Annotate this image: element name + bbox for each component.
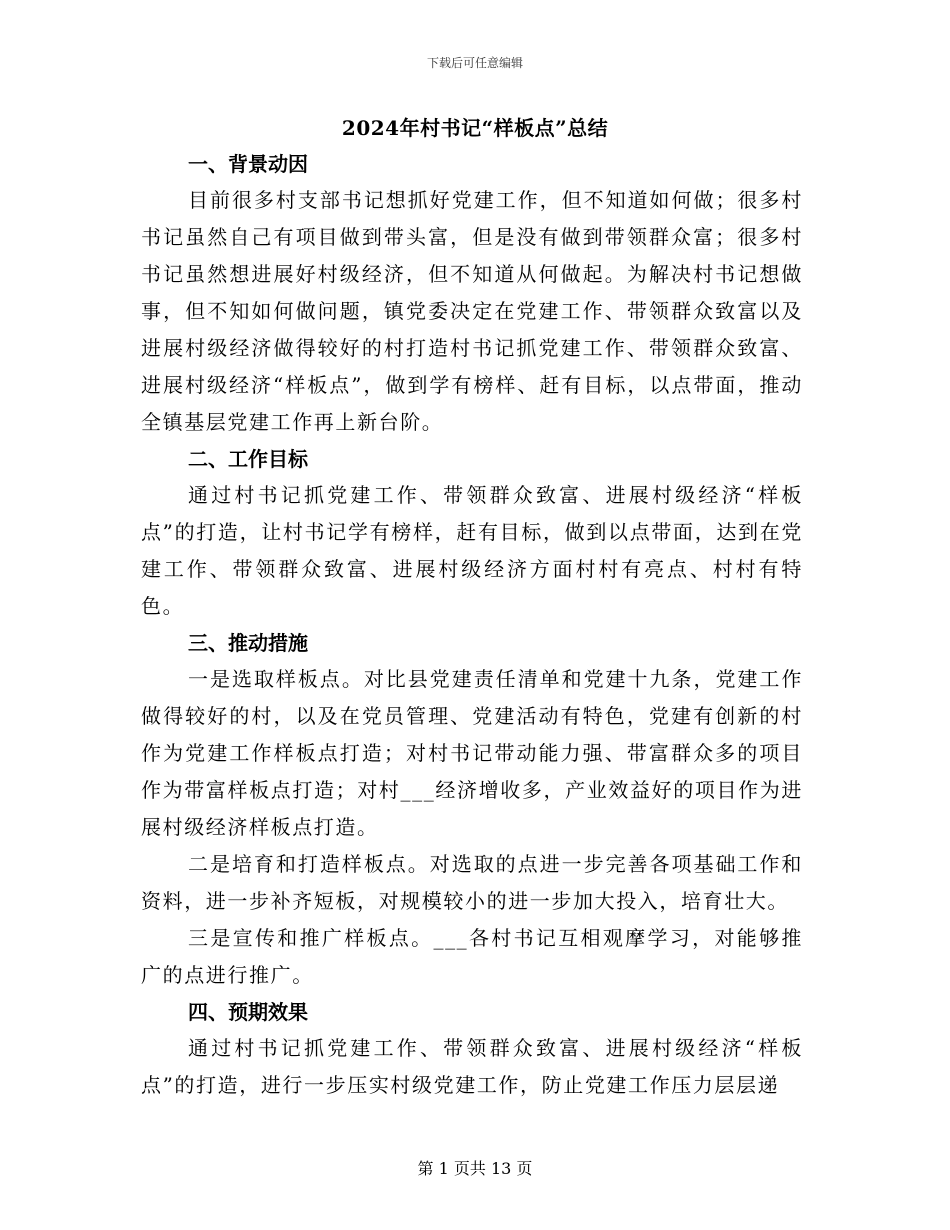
- page-header: 下载后可任意编辑: [426, 56, 523, 70]
- paragraph: 二是培育和打造样板点。对选取的点进一步完善各项基础工作和资料，进一步补齐短板，对规模较小的进一步加大投入，培育壮大。: [141, 852, 803, 913]
- section-heading: 四、预期效果: [188, 1000, 308, 1024]
- page-footer: 第 1 页共 13 页: [417, 1159, 533, 1178]
- paragraph: 通过村书记抓党建工作、带领群众致富、进展村级经济“样板点”的打造，进行一步压实村级党建工作，防止党建工作压力层层递: [141, 1036, 803, 1097]
- section-heading: 一、背景动因: [188, 152, 308, 176]
- section-background: [141, 146, 803, 441]
- section-heading: 二、工作目标: [188, 447, 308, 471]
- section-heading: 三、推动措施: [188, 631, 308, 655]
- paragraph: 通过村书记抓党建工作、带领群众致富、进展村级经济“样板点”的打造，让村书记学有榜样，赶有目标，做到以点带面，达到在党建工作、带领群众致富、进展村级经济方面村村有亮点、村村有特色。: [141, 483, 803, 618]
- paragraph: 一是选取样板点。对比县党建责任清单和党建十九条，党建工作做得较好的村，以及在党员管理、党建活动有特色，党建有创新的村作为党建工作样板点打造；对村书记带动能力强、带富群众多的项目作为带富样板点打造；对村___经济增收多，产业效益好的项目作为进展村级经济样板点打造。: [141, 667, 803, 839]
- section-measures: [141, 625, 803, 994]
- paragraph: 目前很多村支部书记想抓好党建工作，但不知道如何做；很多村书记虽然自己有项目做到带头富，但是没有做到带领群众富；很多村书记虽然想进展好村级经济，但不知道从何做起。为解决村书记想做事，但不知如何做问题，镇党委决定在党建工作、带领群众致富以及进展村级经济做得较好的村打造村书记抓党建工作、带领群众致富、进展村级经济“样板点”，做到学有榜样、赶有目标，以点带面，推动全镇基层党建工作再上新台阶。: [141, 188, 803, 434]
- section-expected-effects: [141, 994, 803, 1104]
- paragraph: 三是宣传和推广样板点。___各村书记互相观摩学习，对能够推广的点进行推广。: [141, 926, 803, 987]
- document-body: [141, 146, 803, 1104]
- document-title: 2024年村书记“样板点”总结: [341, 116, 609, 140]
- section-goals: [141, 441, 803, 625]
